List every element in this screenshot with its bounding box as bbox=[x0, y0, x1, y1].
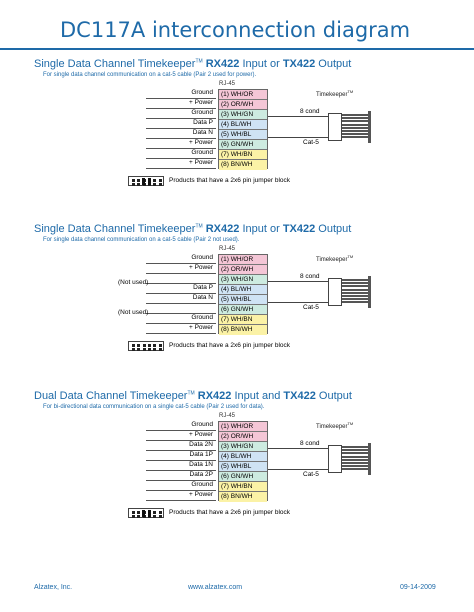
section-heading bbox=[34, 58, 351, 70]
rj45-pin: (1) WH/OR bbox=[219, 255, 267, 265]
jumper-pin bbox=[143, 344, 146, 347]
connector-housing bbox=[328, 445, 342, 473]
device-trademark: TM bbox=[347, 89, 354, 94]
rj45-pin: (6) GN/WH bbox=[219, 140, 267, 150]
wire-label: + Power bbox=[188, 139, 213, 146]
wire-label: Data 1N bbox=[189, 461, 213, 468]
rj45-pin: (4) BL/WH bbox=[219, 285, 267, 295]
section-heading bbox=[34, 390, 352, 402]
trademark-mark: TM bbox=[187, 390, 195, 397]
jumper-block-icon bbox=[128, 508, 164, 518]
cable-type-label: Cat-5 bbox=[303, 471, 319, 478]
connector-pin bbox=[342, 292, 368, 294]
trademark-mark: TM bbox=[195, 223, 203, 230]
connector-pin bbox=[342, 298, 368, 300]
connector-pins bbox=[342, 446, 368, 472]
wire-labels bbox=[110, 421, 216, 501]
footer-left: Alzatex, Inc. bbox=[34, 584, 73, 591]
wire-label-row bbox=[110, 491, 216, 501]
wire-label-row bbox=[110, 159, 216, 169]
connector-pin bbox=[342, 289, 368, 291]
connector-pin bbox=[342, 120, 368, 122]
jumper-pin bbox=[159, 348, 162, 351]
jumper-pin bbox=[159, 179, 162, 182]
wire-label: Ground bbox=[191, 149, 213, 156]
connector-pin bbox=[342, 130, 368, 132]
diagram-section bbox=[0, 58, 474, 228]
heading-bold-2: TX422 bbox=[282, 223, 316, 235]
connector-cap bbox=[368, 276, 371, 308]
diagram-section bbox=[0, 390, 474, 560]
connector-pin bbox=[342, 295, 368, 297]
rj45-pin: (3) WH/GN bbox=[219, 110, 267, 120]
rj45-pin: (8) BN/WH bbox=[219, 492, 267, 502]
jumper-pin bbox=[132, 183, 135, 186]
rj45-pin: (8) BN/WH bbox=[219, 160, 267, 170]
diagram-section bbox=[0, 223, 474, 393]
jumper-pin bbox=[159, 515, 162, 518]
cable-type-label: Cat-5 bbox=[303, 304, 319, 311]
rj45-pin: (5) WH/BL bbox=[219, 295, 267, 305]
heading-bold-2: TX422 bbox=[283, 390, 316, 402]
connector-pin bbox=[342, 117, 368, 119]
jumper-caption: Products that have a 2x6 pin jumper block bbox=[169, 509, 291, 516]
wire-label: Data 1P bbox=[189, 451, 213, 458]
jumper-caption: Products that have a 2x6 pin jumper block bbox=[169, 342, 291, 349]
wire-labels bbox=[110, 89, 216, 169]
device-label-text: Timekeeper bbox=[316, 92, 348, 98]
jumper-block-icon bbox=[128, 341, 164, 351]
jumper-pin bbox=[137, 344, 140, 347]
heading-bold-1: RX422 bbox=[205, 223, 240, 235]
device-label bbox=[316, 254, 353, 263]
wire-line bbox=[146, 168, 216, 169]
jumper-pin bbox=[159, 183, 162, 186]
wire-label: Ground bbox=[191, 89, 213, 96]
connector-housing bbox=[328, 113, 342, 141]
jumper-shunt bbox=[148, 178, 151, 185]
wire-label: + Power bbox=[188, 99, 213, 106]
heading-post: Output bbox=[318, 58, 352, 70]
cat5-cable bbox=[268, 448, 328, 470]
rj45-pin: (3) WH/GN bbox=[219, 275, 267, 285]
wire-label-row bbox=[110, 264, 216, 274]
jumper-caption: Products that have a 2x6 pin jumper block bbox=[169, 177, 291, 184]
device-label-text: Timekeeper bbox=[316, 257, 348, 263]
wire-label: Data 2P bbox=[189, 471, 213, 478]
section-subtitle: For bi-directional data communication on a single cat-5 cable (Pair 2 used for data). bbox=[43, 404, 265, 410]
heading-post: Output bbox=[318, 223, 352, 235]
device-trademark: TM bbox=[347, 254, 354, 259]
jumper-pin bbox=[143, 348, 146, 351]
not-used-label: (Not used) bbox=[118, 279, 149, 286]
jumper-pin bbox=[137, 348, 140, 351]
jumper-pin bbox=[137, 183, 140, 186]
rj45-pin-block bbox=[218, 254, 268, 334]
wire-label: Data N bbox=[192, 129, 213, 136]
connector-pin bbox=[342, 124, 368, 126]
jumper-pin bbox=[148, 348, 151, 351]
title-rule bbox=[0, 48, 474, 50]
connector-pin bbox=[342, 114, 368, 116]
jumper-pin bbox=[132, 515, 135, 518]
jumper-shunt bbox=[148, 510, 151, 517]
rj45-pin: (2) OR/WH bbox=[219, 100, 267, 110]
device-label-text: Timekeeper bbox=[316, 424, 348, 430]
rj45-pin: (5) WH/BL bbox=[219, 462, 267, 472]
wire-label: + Power bbox=[188, 431, 213, 438]
jumper-pin bbox=[137, 179, 140, 182]
connector-pin bbox=[342, 462, 368, 464]
connector-pin bbox=[342, 282, 368, 284]
rj45-pin: (2) OR/WH bbox=[219, 265, 267, 275]
heading-pre: Single Data Channel Timekeeper bbox=[34, 223, 196, 235]
wire-label-row bbox=[110, 324, 216, 334]
jumper-block-icon bbox=[128, 176, 164, 186]
jumper-shunt bbox=[142, 178, 145, 185]
jumper-pin bbox=[137, 515, 140, 518]
jumper-pin bbox=[148, 344, 151, 347]
not-used-label: (Not used) bbox=[118, 309, 149, 316]
connector-housing bbox=[328, 278, 342, 306]
rj45-pin: (4) BL/WH bbox=[219, 120, 267, 130]
jumper-pin bbox=[153, 179, 156, 182]
connector-pin bbox=[342, 468, 368, 470]
footer-right: 09-14-2009 bbox=[400, 584, 436, 591]
wire-label: Ground bbox=[191, 481, 213, 488]
jumper-pin bbox=[153, 183, 156, 186]
heading-mid: Input and bbox=[234, 390, 281, 402]
rj45-pin: (1) WH/OR bbox=[219, 422, 267, 432]
footer-center[interactable]: www.alzatex.com bbox=[188, 584, 243, 591]
cable-conductor-label: 8 cond bbox=[300, 108, 320, 115]
rj45-pin: (2) OR/WH bbox=[219, 432, 267, 442]
wire-label: + Power bbox=[188, 324, 213, 331]
wire-label: Data P bbox=[193, 284, 213, 291]
jumper-pin bbox=[153, 511, 156, 514]
cable-conductor-label: 8 cond bbox=[300, 273, 320, 280]
wire-label-row bbox=[110, 294, 216, 304]
wire-line bbox=[146, 500, 216, 501]
heading-bold-1: RX422 bbox=[197, 390, 232, 402]
connector-pin bbox=[342, 465, 368, 467]
wire-label: Ground bbox=[191, 254, 213, 261]
rj45-pin: (5) WH/BL bbox=[219, 130, 267, 140]
jumper-shunt bbox=[142, 510, 145, 517]
wire-label: Ground bbox=[191, 421, 213, 428]
rj45-pin: (8) BN/WH bbox=[219, 325, 267, 335]
cat5-cable bbox=[268, 116, 328, 138]
jumper-pin bbox=[159, 511, 162, 514]
cable-conductor-label: 8 cond bbox=[300, 440, 320, 447]
heading-post: Output bbox=[318, 390, 352, 402]
jumper-pin bbox=[132, 179, 135, 182]
heading-bold-1: RX422 bbox=[205, 58, 240, 70]
rj45-label: RJ-45 bbox=[219, 81, 236, 87]
jumper-pin bbox=[137, 511, 140, 514]
jumper-pin bbox=[153, 344, 156, 347]
connector-pin bbox=[342, 285, 368, 287]
wire-label: Ground bbox=[191, 314, 213, 321]
device-trademark: TM bbox=[347, 421, 354, 426]
wire-line bbox=[146, 333, 216, 334]
connector-cap bbox=[368, 111, 371, 143]
heading-pre: Dual Data Channel Timekeeper bbox=[34, 390, 188, 402]
rj45-label: RJ-45 bbox=[219, 246, 236, 252]
rj45-pin: (7) WH/BN bbox=[219, 150, 267, 160]
cat5-cable bbox=[268, 281, 328, 303]
wire-label: Data N bbox=[192, 294, 213, 301]
jumper-pin bbox=[132, 344, 135, 347]
device-label bbox=[316, 421, 353, 430]
connector-pin bbox=[342, 452, 368, 454]
heading-mid: Input or bbox=[242, 58, 280, 70]
heading-pre: Single Data Channel Timekeeper bbox=[34, 58, 196, 70]
rj45-label: RJ-45 bbox=[219, 413, 236, 419]
rj45-pin: (7) WH/BN bbox=[219, 482, 267, 492]
rj45-pin: (1) WH/OR bbox=[219, 90, 267, 100]
cable-type-label: Cat-5 bbox=[303, 139, 319, 146]
jumper-pin bbox=[159, 344, 162, 347]
jumper-pin bbox=[132, 348, 135, 351]
connector-pin bbox=[342, 456, 368, 458]
wire-label: + Power bbox=[188, 159, 213, 166]
connector-pin bbox=[342, 279, 368, 281]
connector-pin bbox=[342, 459, 368, 461]
rj45-pin: (3) WH/GN bbox=[219, 442, 267, 452]
connector-pin bbox=[342, 449, 368, 451]
section-subtitle: For single data channel communication on a cat-5 cable (Pair 2 not used). bbox=[43, 237, 240, 243]
rj45-pin: (7) WH/BN bbox=[219, 315, 267, 325]
wire-label: Ground bbox=[191, 109, 213, 116]
connector-pin bbox=[342, 133, 368, 135]
rj45-pin-block bbox=[218, 89, 268, 169]
section-subtitle: For single data channel communication on a cat-5 cable (Pair 2 used for power). bbox=[43, 72, 257, 78]
connector-pin bbox=[342, 446, 368, 448]
heading-bold-2: TX422 bbox=[282, 58, 316, 70]
jumper-pin bbox=[153, 348, 156, 351]
wire-label: + Power bbox=[188, 264, 213, 271]
connector-pins bbox=[342, 279, 368, 305]
page-title: DC117A interconnection diagram bbox=[60, 18, 411, 42]
connector-pin bbox=[342, 136, 368, 138]
wire-labels bbox=[110, 254, 216, 334]
connector-pin bbox=[342, 301, 368, 303]
wire-label: + Power bbox=[188, 491, 213, 498]
rj45-pin: (6) GN/WH bbox=[219, 472, 267, 482]
wire-label: Data 2N bbox=[189, 441, 213, 448]
rj45-pin: (6) GN/WH bbox=[219, 305, 267, 315]
rj45-pin-block bbox=[218, 421, 268, 501]
trademark-mark: TM bbox=[195, 58, 203, 65]
wire-label: Data P bbox=[193, 119, 213, 126]
connector-pin bbox=[342, 127, 368, 129]
section-heading bbox=[34, 223, 351, 235]
device-label bbox=[316, 89, 353, 98]
heading-mid: Input or bbox=[242, 223, 280, 235]
jumper-pin bbox=[153, 515, 156, 518]
connector-cap bbox=[368, 443, 371, 475]
jumper-pin bbox=[132, 511, 135, 514]
connector-pins bbox=[342, 114, 368, 140]
rj45-pin: (4) BL/WH bbox=[219, 452, 267, 462]
